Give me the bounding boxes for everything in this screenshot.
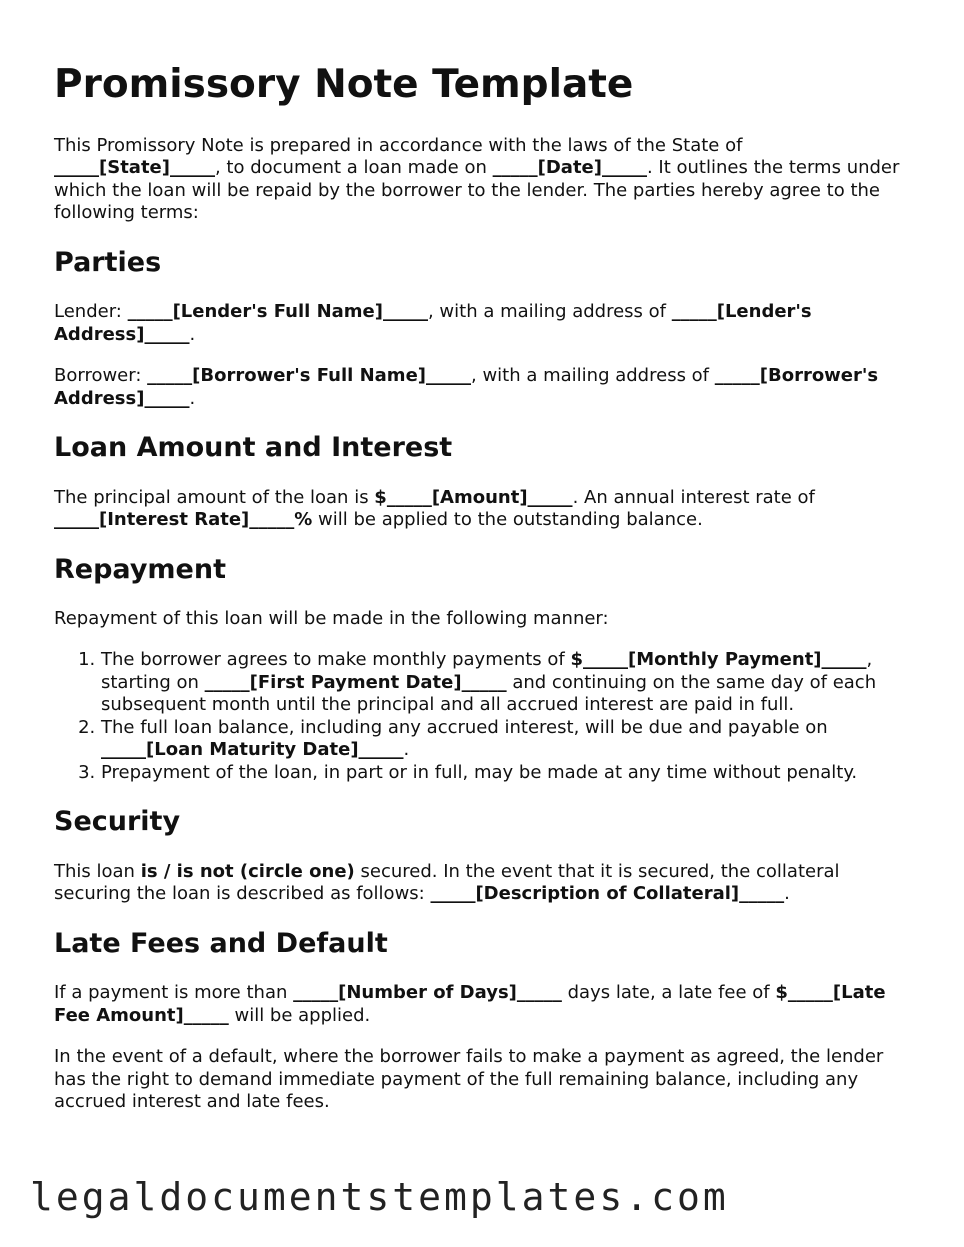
intro-paragraph: This Promissory Note is prepared in accordance with the laws of the State of _____[State]_____, to document a loan made on _____[Date]_____. It outlines the terms under which the loan will be repaid by the borrower to the lender. The parties hereby agree to the following terms: bbox=[54, 134, 900, 224]
loan-paragraph: The principal amount of the loan is $_____[Amount]_____. An annual interest rate of _____[Interest Rate]_____% will be applied to the outstanding balance. bbox=[54, 486, 815, 531]
repayment-heading: Repayment bbox=[54, 553, 226, 585]
secured-choice: is / is not (circle one) bbox=[140, 860, 355, 882]
collateral-placeholder: _____[Description of Collateral]_____ bbox=[430, 883, 785, 905]
first-payment-date-placeholder: _____[First Payment Date]_____ bbox=[204, 671, 507, 693]
late-fees-heading: Late Fees and Default bbox=[54, 927, 388, 959]
security-paragraph: This loan is / is not (circle one) secured. In the event that it is secured, the collateral securing the loan is described as follows: _____[Description of Collateral]_____. bbox=[54, 860, 840, 905]
lender-address-placeholder: _____[Lender's Address]_____ bbox=[54, 301, 812, 345]
borrower-address-placeholder: _____[Borrower's Address]_____ bbox=[54, 365, 879, 409]
monthly-payment-placeholder: $_____[Monthly Payment]_____ bbox=[570, 649, 867, 671]
list-item: 3. Prepayment of the loan, in part or in full, may be made at any time without penalty. bbox=[101, 762, 904, 785]
security-heading: Security bbox=[54, 806, 181, 838]
maturity-date-placeholder: _____[Loan Maturity Date]_____ bbox=[101, 739, 404, 761]
days-placeholder: _____[Number of Days]_____ bbox=[293, 982, 562, 1004]
late-fee-placeholder: $_____[Late Fee Amount]_____ bbox=[54, 982, 886, 1026]
site-watermark: legaldocumentstemplates.com bbox=[30, 1175, 729, 1219]
repayment-intro: Repayment of this loan will be made in the following manner: bbox=[54, 607, 609, 629]
list-item: 2. The full loan balance, including any accrued interest, will be due and payable on _____[Loan Maturity Date]_____. bbox=[101, 717, 904, 762]
borrower-paragraph: Borrower: _____[Borrower's Full Name]_____, with a mailing address of _____[Borrower's Address]_____. bbox=[54, 365, 879, 409]
lender-paragraph: Lender: _____[Lender's Full Name]_____, with a mailing address of _____[Lender's Address]_____. bbox=[54, 301, 812, 345]
document-page bbox=[54, 62, 904, 1133]
page-title: Promissory Note Template bbox=[54, 62, 634, 107]
default-paragraph: In the event of a default, where the borrower fails to make a payment as agreed, the lender has the right to demand immediate payment of the full remaining balance, including any accrued interest and late fees. bbox=[54, 1046, 884, 1113]
lender-name-placeholder: _____[Lender's Full Name]_____ bbox=[127, 301, 428, 323]
borrower-name-placeholder: _____[Borrower's Full Name]_____ bbox=[147, 365, 471, 387]
list-item: 1. The borrower agrees to make monthly payments of $_____[Monthly Payment]_____, starting on _____[First Payment Date]_____ and continuing on the same day of each subsequent month until the principal and all accrued interest are paid in full. bbox=[101, 649, 904, 717]
late-fee-paragraph: If a payment is more than _____[Number of Days]_____ days late, a late fee of $_____[Late Fee Amount]_____ will be applied. bbox=[54, 982, 886, 1026]
date-placeholder: _____[Date]_____ bbox=[492, 157, 647, 179]
amount-placeholder: $_____[Amount]_____ bbox=[374, 486, 573, 508]
state-placeholder: _____[State]_____ bbox=[54, 157, 215, 179]
repayment-list bbox=[54, 649, 904, 784]
parties-heading: Parties bbox=[54, 246, 162, 278]
interest-rate-placeholder: _____[Interest Rate]_____% bbox=[54, 509, 313, 531]
loan-heading: Loan Amount and Interest bbox=[54, 432, 453, 464]
